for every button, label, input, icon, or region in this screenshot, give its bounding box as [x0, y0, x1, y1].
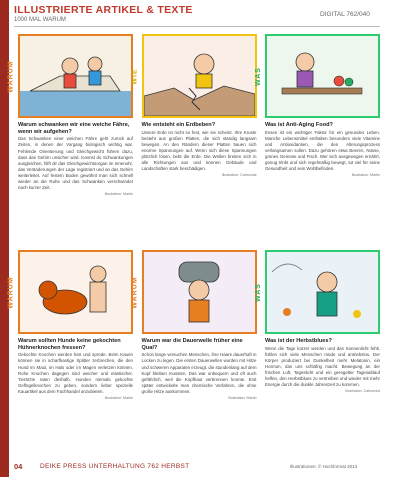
cartoon-illustration	[265, 250, 380, 334]
page-number: 04	[14, 462, 23, 471]
footer-brand: DEIKE PRESS UNTERHALTUNG 762 HERBST	[40, 463, 190, 470]
cartoon-illustration	[18, 250, 133, 334]
article-card[interactable]	[8, 250, 133, 455]
cartoon-illustration	[18, 34, 133, 118]
card-credit: Illustration: Martin	[351, 173, 380, 178]
card-credit: Illustration: Cartoonist	[221, 173, 257, 178]
article-card[interactable]	[131, 250, 257, 455]
article-card[interactable]	[131, 34, 257, 238]
card-title: Was ist der Herbstblues?	[265, 338, 332, 344]
card-body: Essen ist ein wichtiger Faktor für ein gesundes Leben. Manche Lebensmittel enthalten besonders viele Vitamine und Antioxidantien, die den Alterungsprozess verlangsamen sollen. Dazu gehören etwa Beeren, Nüsse, grünes Gemüse und Fisch. Wer sich ausgewogen ernährt, genug trinkt und sich regelmäßig bewegt, tut viel für seine Gesundheit und sein Wohlbefinden.	[265, 129, 380, 172]
card-credit: Illustration: Martin	[104, 395, 133, 400]
card-credit: Illustration: Cartoonist	[345, 389, 380, 394]
card-body: Wenn die Tage kürzer werden und das Sonnenlicht fehlt, fühlen sich viele Menschen müde und antriebslos. Der Körper produziert bei Dunkelheit mehr Melatonin, ein Hormon, das uns schläfrig macht. Bewegung an der frischen Luft, Tageslicht und ein geregelter Tagesablauf helfen, den Herbstblues zu vertreiben und wieder mit mehr Energie durch die dunkle Jahreszeit zu kommen.	[265, 345, 380, 388]
cartoon-illustration	[142, 250, 257, 334]
article-card[interactable]	[255, 250, 380, 455]
article-card[interactable]	[255, 34, 380, 238]
card-category-label: WARUM	[8, 59, 15, 93]
card-body: Das Schwanken einer weichen Fähre geht zurück auf Zeiten, in denen der Vorgang biologisch wichtig war. Fehlende Orientierung und Gleichgewicht führen dazu, dass das Gehirn unsicher wird. Kannst du Schwankungen ausgleichen, hilft dir das Gleichgewichtsorgan im Innenohr, das Veränderungen der Lage registriert und an das Gehirn weiterleitet. Auf festem Boden gewöhnt man sich schnell wieder an die Ruhe und das Schwanken verschwindet nach kurzer Zeit.	[18, 136, 133, 191]
card-category-label: WARUM	[8, 275, 15, 309]
page-subtitle: 1000 MAL WARUM	[14, 17, 66, 23]
card-title: Was ist Anti-Aging Food?	[265, 122, 333, 128]
card-category-label: WAS	[255, 282, 263, 302]
article-row-top	[8, 34, 380, 238]
card-body: Schon lange versuchen Menschen, ihre Haare dauerhaft in Locken zu legen. Die ersten Dauerwellen wurden mit Hitze und schweren Apparaten erzeugt, die stundenlang auf dem Kopf bleiben mussten. Das war unbequem und oft auch gefährlich, weil die Kopfhaut verbrennen konnte. Erst später entwickelte man chemische Verfahren, die ohne große Hitze auskommen.	[141, 352, 257, 394]
card-title: Wie entsteht ein Erdbeben?	[141, 122, 216, 128]
card-category-label: WAS	[255, 66, 263, 86]
card-title: Warum war die Dauerwelle früher eine Qual?	[141, 338, 243, 351]
card-credit: Illustration: Martin	[228, 395, 257, 400]
card-credit: Illustration: Martin	[104, 192, 133, 197]
cartoon-illustration	[142, 34, 257, 118]
article-card[interactable]	[8, 34, 133, 238]
cartoon-illustration	[265, 34, 380, 118]
card-title: Warum sollten Hunde keine gekochten Hühnerknochen fressen?	[18, 338, 121, 351]
card-body: Gekochte Knochen werden hart und spröde. Beim Kauen können sie in scharfkantige Splitter zerbrechen, die den Hund im Maul, im Hals oder im Magen verletzen können. Rohe Knochen dagegen sind weicher und elastischer. Tierärzte raten deshalb, Hunden niemals gekochte Geflügelknochen zu geben, sondern lieber spezielle Kauartikel aus dem Fachhandel anzubieten.	[18, 352, 133, 394]
page-title: ILLUSTRIERTE ARTIKEL & TEXTE	[14, 4, 193, 16]
card-category-label: WARUM	[131, 275, 139, 309]
card-body: Unsere Erde ist nicht so fest, wie sie scheint. Ihre Kruste besteht aus großen Platten, die sich ständig langsam bewegen. An den Rändern dieser Platten bauen sich enorme Spannungen auf. Wenn sich diese Spannungen plötzlich lösen, bebt die Erde. Die Wellen breiten sich in alle Richtungen aus und können Gebäude und Landschaften stark beschädigen.	[141, 129, 257, 172]
card-category-label: WIE	[131, 67, 139, 85]
footer-copyright: Illustrationen: © Hochformat 2013	[290, 464, 358, 469]
header-divider	[14, 26, 380, 27]
article-row-bottom	[8, 250, 380, 455]
card-title: Warum schwanken wir eine weiche Fähre, wenn wir aufgehen?	[18, 122, 130, 135]
product-code: DIGITAL 762/040	[320, 11, 370, 18]
